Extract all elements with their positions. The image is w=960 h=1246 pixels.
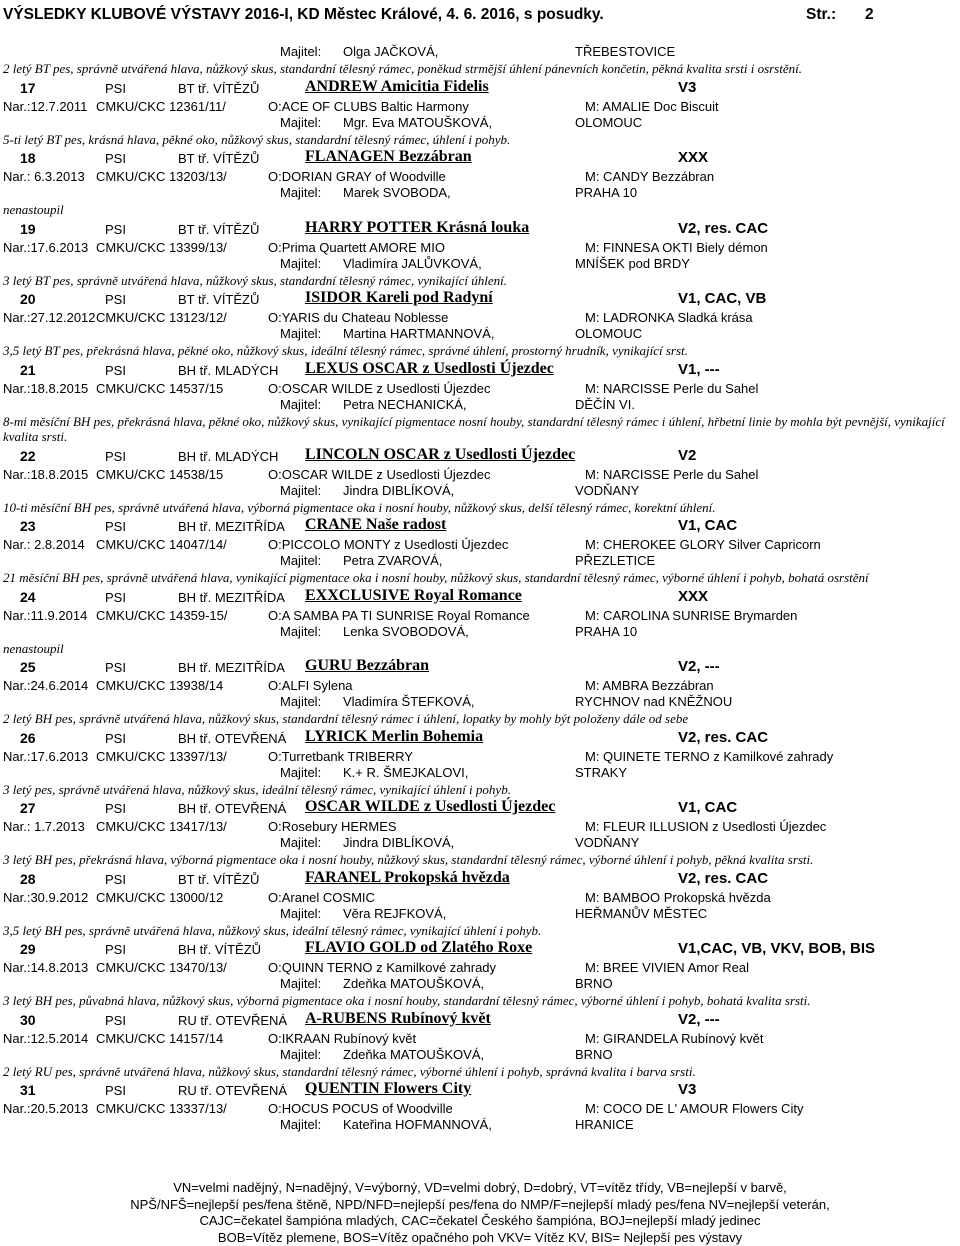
dog-name: FLAVIO GOLD od Zlatého Roxe [305,939,532,957]
birth-date: Nar.: 2.8.2014 [3,537,85,552]
entry-class: BH tř. OTEVŘENÁ [178,801,286,816]
birth-date: Nar.:17.6.2013 [3,749,88,764]
entries-list [0,77,960,1135]
sire-name: O:YARIS du Chateau Noblesse [268,310,448,325]
owner-city: TŘEBESTOVICE [575,44,675,59]
page-header [3,6,953,30]
page-title: VÝSLEDKY KLUBOVÉ VÝSTAVY 2016-I, KD Městec Králové, 4. 6. 2016, s posudky. [3,6,604,24]
entry-details [0,608,960,624]
entry-header [0,797,960,819]
owner-label: Majitel: [280,1047,321,1062]
registration-number: CMKU/CKC 14047/14/ [96,537,227,552]
owner-city: BRNO [575,1047,613,1062]
dog-name: A-RUBENS Rubínový květ [305,1010,491,1028]
entry-description: nenastoupil [0,202,953,218]
entry-number: 23 [20,518,36,534]
entry-header [0,515,960,537]
birth-date: Nar.:11.9.2014 [3,608,87,623]
entry-block [0,797,960,868]
sire-name: O:HOCUS POCUS of Woodville [268,1101,453,1116]
owner-line [0,765,960,782]
sire-name: O:Turretbank TRIBERRY [268,749,413,764]
dam-name: M: BREE VIVIEN Amor Real [585,960,749,975]
entry-header [0,445,960,467]
entry-number: 29 [20,941,36,957]
dog-name: ANDREW Amicitia Fidelis [305,78,489,96]
entry-class: BH tř. OTEVŘENÁ [178,731,286,746]
owner-line [0,1047,960,1064]
legend-line: CAJC=čekatel šampióna mladých, CAC=čekatel Českého šampióna, BOJ=nejlepší mladý jedinec [0,1213,960,1230]
owner-label: Majitel: [280,976,321,991]
entry-number: 26 [20,730,36,746]
entry-details [0,960,960,976]
entry-sex: PSI [105,363,126,378]
registration-number: CMKU/CKC 13417/13/ [96,819,227,834]
entry-sex: PSI [105,151,126,166]
owner-name: Zdeňka MATOUŠKOVÁ, [343,976,484,991]
entry-number: 28 [20,871,36,887]
entry-sex: PSI [105,449,126,464]
entry-sex: PSI [105,731,126,746]
owner-label: Majitel: [280,835,321,850]
entry-description: 2 letý RU pes, správně utvářená hlava, nůžkový skus, standardní tělesný rámec, výborné úhlení i pohyb, správná kvalita i barva srsti. [0,1064,953,1080]
entry-number: 19 [20,221,36,237]
entry-description: 3 letý BH pes, půvabná hlava, nůžkový skus, výborná pigmentace oka i nosní houby, standardní tělesný rámec, výborné úhlení i pohyb, bohatá kvalita srsti. [0,993,953,1009]
dog-name: LINCOLN OSCAR z Usedlosti Újezdec [305,446,575,464]
entry-class: BT tř. VÍTĚZŮ [178,222,259,237]
dam-name: M: CHEROKEE GLORY Silver Capricorn [585,537,821,552]
entry-description: 21 měsíční BH pes, správně utvářená hlava, vynikající pigmentace oka i nosní houby, nůžkový skus, standardní tělesný rámec, výborné úhlení i pohyb, bohatá osrstění [0,570,953,586]
dog-name: FLANAGEN Bezzábran [305,148,472,166]
dog-name: CRANE Naše radost [305,516,446,534]
entry-description: 3 letý pes, správně utvářená hlava, nůžkový skus, ideální tělesný rámec, vynikající úhlení i pohyb. [0,782,953,798]
entry-description: 3 letý BH pes, překrásná hlava, výborná pigmentace oka i nosní houby, nůžkový skus, standardní tělesný rámec, výborné úhlení i pohyb, pěkná kvalita srsti. [0,852,953,868]
entry-block [0,288,960,359]
entry-rating: V1, CAC, VB [678,290,766,307]
sire-name: O:QUINN TERNO z Kamilkové zahrady [268,960,496,975]
owner-label: Majitel: [280,765,321,780]
entry-header [0,359,960,381]
entry-header [0,1009,960,1031]
dam-name: M: AMALIE Doc Biscuit [585,99,719,114]
legend-line: NPŠ/NFŠ=nejlepší pes/fena štěně, NPD/NFD=nejlepší pes/fena do NMP/F=nejlepší mladý pes/fena NV=nejlepší veterán, [0,1197,960,1214]
owner-line [0,326,960,343]
entry-details [0,537,960,553]
entry-block [0,445,960,516]
owner-line [0,115,960,132]
entry-rating: V2, res. CAC [678,870,768,887]
entry-description: 3,5 letý BT pes, překrásná hlava, pěkné oko, nůžkový skus, ideální tělesný rámec, správné úhlení, prostorný hrudník, vynikající srst. [0,343,953,359]
entry-header [0,218,960,240]
entry-description: nenastoupil [0,641,953,657]
registration-number: CMKU/CKC 13399/13/ [96,240,227,255]
owner-name: Petra ZVAROVÁ, [343,553,442,568]
owner-city: RYCHNOV nad KNĚŽNOU [575,694,732,709]
owner-name: Mgr. Eva MATOUŠKOVÁ, [343,115,492,130]
entry-rating: V3 [678,1081,696,1098]
birth-date: Nar.:18.8.2015 [3,467,88,482]
entry-rating: V2, res. CAC [678,220,768,237]
owner-line [0,256,960,273]
entry-header [0,727,960,749]
entry-number: 27 [20,800,36,816]
entry-class: BT tř. VÍTĚZŮ [178,292,259,307]
registration-number: CMKU/CKC 14538/15 [96,467,223,482]
entry-class: BH tř. MEZITŘÍDA [178,660,285,675]
entry-description: 3 letý BT pes, správně utvářená hlava, nůžkový skus, standardní tělesný rámec, vynikající úhlení. [0,273,953,289]
entry-details [0,1031,960,1047]
entry-details [0,678,960,694]
owner-city: BRNO [575,976,613,991]
owner-city: STRAKY [575,765,627,780]
entry-class: BT tř. VÍTĚZŮ [178,151,259,166]
entry-class: BH tř. VÍTĚZŮ [178,942,261,957]
entry-description: 8-mi měsíční BH pes, překrásná hlava, pěkné oko, nůžkový skus, vynikající pigmentace nosní houby, standardní tělesný rámec i úhlení, hřbetní linie by mohla být pevnější, vynikající kvalita srsti. [0,414,953,445]
registration-number: CMKU/CKC 14157/14 [96,1031,223,1046]
owner-city: VODŇANY [575,835,639,850]
entry-block [0,938,960,1009]
dam-name: M: AMBRA Bezzábran [585,678,714,693]
registration-number: CMKU/CKC 13470/13/ [96,960,227,975]
entry-rating: XXX [678,588,708,605]
registration-number: CMKU/CKC 13397/13/ [96,749,227,764]
entry-sex: PSI [105,519,126,534]
dam-name: M: CANDY Bezzábran [585,169,714,184]
entry-sex: PSI [105,590,126,605]
entry-number: 25 [20,659,36,675]
dam-name: M: FLEUR ILLUSION z Usedlosti Újezdec [585,819,826,834]
owner-label: Majitel: [280,185,321,200]
owner-label: Majitel: [280,256,321,271]
registration-number: CMKU/CKC 13938/14 [96,678,223,693]
owner-city: OLOMOUC [575,326,642,341]
owner-name: Marek SVOBODA, [343,185,451,200]
owner-city: HEŘMANŮV MĚSTEC [575,906,707,921]
dog-name: LYRICK Merlin Bohemia [305,728,483,746]
owner-label: Majitel: [280,397,321,412]
entry-details [0,99,960,115]
entry-block [0,586,960,657]
owner-label: Majitel: [280,694,321,709]
dam-name: M: BAMBOO Prokopská hvězda [585,890,771,905]
abbreviation-legend [0,1180,960,1246]
entry-description: 2 letý BT pes, správně utvářená hlava, nůžkový skus, standardní tělesný rámec, poněkud strmější úhlení pánevních končetin, pěkná kvalita srsti i osrstění. [0,61,953,77]
owner-label: Majitel: [280,624,321,639]
entry-rating: V1, --- [678,361,720,378]
dog-name: GURU Bezzábran [305,657,429,675]
entry-block [0,727,960,798]
owner-name: Jindra DIBLÍKOVÁ, [343,483,454,498]
entry-header [0,1079,960,1101]
page-number: 2 [865,6,874,24]
dam-name: M: CAROLINA SUNRISE Brymarden [585,608,797,623]
dam-name: M: QUINETE TERNO z Kamilkové zahrady [585,749,833,764]
entry-details [0,890,960,906]
owner-label: Majitel: [280,483,321,498]
sire-name: O:ACE OF CLUBS Baltic Harmony [268,99,469,114]
entry-number: 22 [20,448,36,464]
registration-number: CMKU/CKC 13123/12/ [96,310,227,325]
entry-details [0,169,960,185]
entry-sex: PSI [105,942,126,957]
entry-block [0,515,960,586]
entry-number: 18 [20,150,36,166]
entry-class: BH tř. MEZITŘÍDA [178,519,285,534]
sire-name: O:ALFI Sylena [268,678,353,693]
owner-name: Věra REJFKOVÁ, [343,906,446,921]
entry-details [0,381,960,397]
entry-sex: PSI [105,1013,126,1028]
owner-line [0,976,960,993]
dog-name: QUENTIN Flowers City [305,1080,471,1098]
entry-block [0,1079,960,1134]
entry-block [0,656,960,727]
birth-date: Nar.:17.6.2013 [3,240,88,255]
owner-name: Kateřina HOFMANNOVÁ, [343,1117,492,1132]
entry-class: BT tř. VÍTĚZŮ [178,872,259,887]
dam-name: M: NARCISSE Perle du Sahel [585,467,758,482]
owner-city: DĚČÍN VI. [575,397,635,412]
registration-number: CMKU/CKC 12361/11/ [96,99,226,114]
dam-name: M: FINNESA OKTI Biely démon [585,240,768,255]
owner-line [0,624,960,641]
owner-city: PŘEZLETICE [575,553,655,568]
entry-details [0,819,960,835]
sire-name: O:PICCOLO MONTY z Usedlosti Újezdec [268,537,508,552]
dam-name: M: GIRANDELA Rubínový květ [585,1031,763,1046]
owner-line [0,906,960,923]
birth-date: Nar.:30.9.2012 [3,890,88,905]
birth-date: Nar.:12.7.2011 [3,99,87,114]
sire-name: O:Aranel COSMIC [268,890,375,905]
owner-name: K.+ R. ŠMEJKALOVI, [343,765,468,780]
dog-name: LEXUS OSCAR z Usedlosti Újezdec [305,360,554,378]
entry-header [0,938,960,960]
entry-number: 21 [20,362,36,378]
registration-number: CMKU/CKC 14359-15/ [96,608,228,623]
entry-number: 31 [20,1082,36,1098]
owner-name: Zdeňka MATOUŠKOVÁ, [343,1047,484,1062]
entry-number: 17 [20,80,36,96]
owner-city: MNÍŠEK pod BRDY [575,256,690,271]
owner-city: HRANICE [575,1117,634,1132]
entry-details [0,1101,960,1117]
dog-name: ISIDOR Kareli pod Radyní [305,289,493,307]
entry-header [0,147,960,169]
owner-city: PRAHA 10 [575,624,637,639]
owner-label: Majitel: [280,1117,321,1132]
owner-name: Lenka SVOBODOVÁ, [343,624,469,639]
entry-sex: PSI [105,222,126,237]
entry-class: BH tř. MLADÝCH [178,363,278,378]
sire-name: O:OSCAR WILDE z Usedlosti Újezdec [268,467,491,482]
entry-block [0,218,960,289]
entry-rating: V2, res. CAC [678,729,768,746]
sire-name: O:IKRAAN Rubínový květ [268,1031,416,1046]
birth-date: Nar.:14.8.2013 [3,960,88,975]
entry-rating: XXX [678,149,708,166]
entry-rating: V1,CAC, VB, VKV, BOB, BIS [678,940,875,957]
owner-line [0,1117,960,1134]
page-label: Str.: [806,6,836,24]
dog-name: EXXCLUSIVE Royal Romance [305,587,522,605]
owner-name: Olga JAČKOVÁ, [343,44,438,59]
entry-sex: PSI [105,660,126,675]
owner-label: Majitel: [280,115,321,130]
owner-label: Majitel: [280,906,321,921]
owner-line [0,835,960,852]
entry-sex: PSI [105,872,126,887]
owner-name: Petra NECHANICKÁ, [343,397,467,412]
entry-description: 3,5 letý BH pes, správně utvářená hlava, nůžkový skus, ideální tělesný rámec, vynikající úhlení i pohyb. [0,923,953,939]
entry-class: BH tř. MLADÝCH [178,449,278,464]
entry-header [0,656,960,678]
owner-city: OLOMOUC [575,115,642,130]
registration-number: CMKU/CKC 13203/13/ [96,169,227,184]
entry-details [0,467,960,483]
registration-number: CMKU/CKC 14537/15 [96,381,223,396]
owner-label: Majitel: [280,553,321,568]
birth-date: Nar.: 1.7.2013 [3,819,85,834]
dog-name: OSCAR WILDE z Usedlosti Újezdec [305,798,555,816]
entry-rating: V1, CAC [678,517,737,534]
entry-rating: V1, CAC [678,799,737,816]
owner-city: VODŇANY [575,483,639,498]
entry-sex: PSI [105,1083,126,1098]
entry-class: RU tř. OTEVŘENÁ [178,1083,287,1098]
owner-line [0,397,960,414]
owner-name: Vladimíra JALŮVKOVÁ, [343,256,482,271]
dam-name: M: COCO DE L' AMOUR Flowers City [585,1101,803,1116]
owner-name: Vladimíra ŠTEFKOVÁ, [343,694,474,709]
entry-header [0,77,960,99]
birth-date: Nar.:27.12.2012 [3,310,96,325]
dog-name: FARANEL Prokopská hvězda [305,869,510,887]
owner-city: PRAHA 10 [575,185,637,200]
entry-header [0,868,960,890]
entry-block [0,77,960,148]
registration-number: CMKU/CKC 13337/13/ [96,1101,227,1116]
registration-number: CMKU/CKC 13000/12 [96,890,223,905]
entry-class: BH tř. MEZITŘÍDA [178,590,285,605]
entry-sex: PSI [105,292,126,307]
birth-date: Nar.:12.5.2014 [3,1031,88,1046]
entry-description: 5-ti letý BT pes, krásná hlava, pěkné oko, nůžkový skus, standardní tělesný rámec, úhlení i pohyb. [0,132,953,148]
entry-class: BT tř. VÍTĚZŮ [178,81,259,96]
entry-rating: V2 [678,447,696,464]
entries-content [0,44,960,1134]
entry-rating: V2, --- [678,658,720,675]
entry-number: 20 [20,291,36,307]
owner-line [0,483,960,500]
entry-number: 30 [20,1012,36,1028]
owner-name: Martina HARTMANNOVÁ, [343,326,494,341]
owner-name: Jindra DIBLÍKOVÁ, [343,835,454,850]
entry-class: RU tř. OTEVŘENÁ [178,1013,287,1028]
sire-name: O:OSCAR WILDE z Usedlosti Újezdec [268,381,491,396]
sire-name: O:DORIAN GRAY of Woodville [268,169,446,184]
sire-name: O:Prima Quartett AMORE MIO [268,240,445,255]
entry-details [0,310,960,326]
owner-line [0,44,960,61]
entry-header [0,288,960,310]
owner-line [0,694,960,711]
sire-name: O:Rosebury HERMES [268,819,397,834]
entry-details [0,240,960,256]
entry-block [0,147,960,218]
entry-description: 2 letý BH pes, správně utvářená hlava, nůžkový skus, standardní tělesný rámec i úhlení, lopatky by mohly být položeny dále od sebe [0,711,953,727]
birth-date: Nar.:24.6.2014 [3,678,88,693]
dam-name: M: NARCISSE Perle du Sahel [585,381,758,396]
entry-description: 10-ti měsíční BH pes, správně utvářená hlava, výborná pigmentace oka i nosní houby, nůžkový skus, delší tělesný rámec, korektní úhlení. [0,500,953,516]
birth-date: Nar.: 6.3.2013 [3,169,85,184]
owner-label: Majitel: [280,326,321,341]
owner-label: Majitel: [280,44,321,59]
legend-line: VN=velmi nadějný, N=nadějný, V=výborný, VD=velmi dobrý, D=dobrý, VT=vítěz třídy, VB=nejlepší v barvě, [0,1180,960,1197]
entry-block [0,359,960,445]
birth-date: Nar.:18.8.2015 [3,381,88,396]
dog-name: HARRY POTTER Krásná louka [305,219,529,237]
entry-block [0,1009,960,1080]
entry-rating: V3 [678,79,696,96]
sire-name: O:A SAMBA PA TI SUNRISE Royal Romance [268,608,530,623]
entry-sex: PSI [105,801,126,816]
owner-line [0,185,960,202]
legend-line: BOB=Vítěz plemene, BOS=Vítěz opačného poh VKV= Vítěz KV, BIS= Nejlepší pes výstavy [0,1230,960,1246]
dam-name: M: LADRONKA Sladká krása [585,310,753,325]
entry-header [0,586,960,608]
entry-number: 24 [20,589,36,605]
birth-date: Nar.:20.5.2013 [3,1101,88,1116]
entry-block [0,868,960,939]
owner-line [0,553,960,570]
entry-details [0,749,960,765]
entry-rating: V2, --- [678,1011,720,1028]
entry-sex: PSI [105,81,126,96]
